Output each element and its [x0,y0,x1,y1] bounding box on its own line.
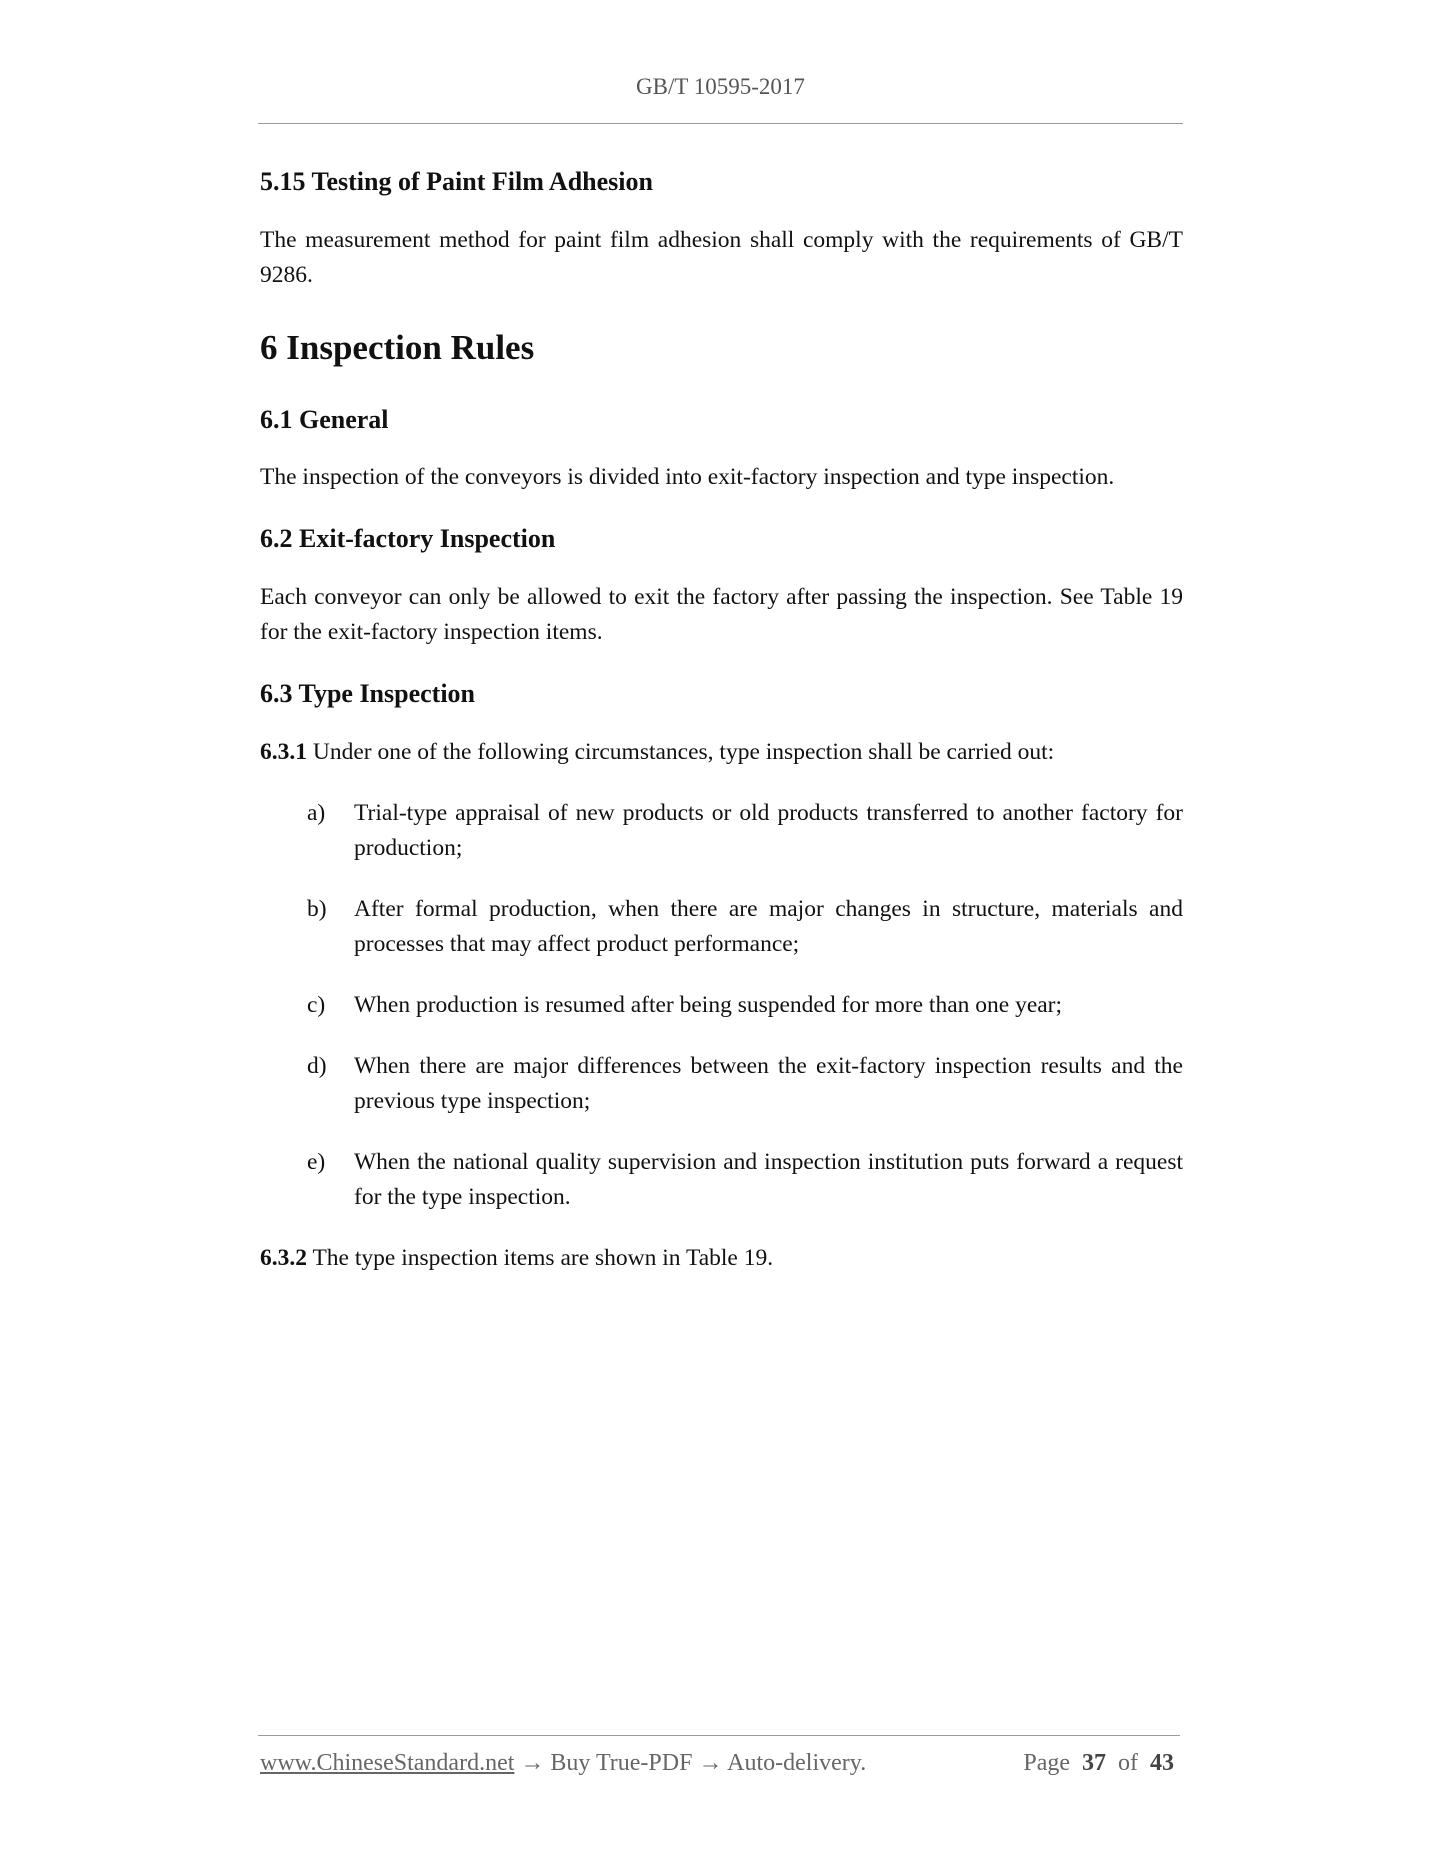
clause-6-3-1 [260,735,1183,770]
list-item-marker: e) [307,1149,326,1175]
current-page-number: 37 [1082,1750,1106,1776]
list-item-text: After formal production, when there are major changes in structure, materials and processes that may affect product performance; [354,896,1183,957]
total-pages-number: 43 [1150,1750,1174,1776]
section-5-15-body: The measurement method for paint film adhesion shall comply with the requirements of GB/T 9286. [260,227,1183,288]
section-6-1-body: The inspection of the conveyors is divided into exit-factory inspection and type inspection. [260,464,1115,490]
of-label: of [1118,1750,1138,1776]
clause-6-3-2 [260,1241,1183,1276]
list-item [260,1145,1183,1215]
arrow-right-icon: → [692,1750,728,1776]
document-id-header: GB/T 10595-2017 [636,74,805,99]
section-6-1-title: 6.1 General [260,405,389,434]
section-6-2-body: Each conveyor can only be allowed to exit the factory after passing the inspection. See Table 19 for the exit-factory inspection items. [260,584,1183,645]
list-item-text: When there are major differences between the exit-factory inspection results and the previous type inspection; [354,1053,1183,1114]
list-item [260,796,1183,866]
footer-promo [260,1750,866,1777]
auto-delivery-text: Auto-delivery. [727,1750,867,1776]
section-5-15-title: 5.15 Testing of Paint Film Adhesion [260,167,653,196]
page-counter [1023,1750,1174,1777]
list-item-marker: c) [307,992,326,1018]
list-item-text: When the national quality supervision and inspection institution puts forward a request for the type inspection. [354,1149,1183,1210]
clause-6-3-1-number: 6.3.1 [260,739,307,765]
page-label: Page [1023,1750,1070,1776]
header-divider [258,123,1183,124]
list-item-text: Trial-type appraisal of new products or old products transferred to another factory for production; [354,800,1183,861]
list-item-marker: a) [307,800,326,826]
website-link[interactable]: www.ChineseStandard.net [260,1750,515,1776]
chapter-6-title: 6 Inspection Rules [260,328,535,367]
page-content [260,164,1183,1276]
clause-6-3-2-text: The type inspection items are shown in Table 19. [307,1245,774,1271]
buy-pdf-text: Buy True-PDF [550,1750,693,1776]
list-item-text: When production is resumed after being suspended for more than one year; [354,992,1063,1018]
section-6-3-title: 6.3 Type Inspection [260,679,476,708]
arrow-right-icon: → [514,1750,551,1776]
section-6-2-title: 6.2 Exit-factory Inspection [260,524,556,553]
clause-6-3-1-text: Under one of the following circumstances, type inspection shall be carried out: [307,739,1055,765]
list-item-marker: d) [307,1053,327,1079]
list-item [260,1049,1183,1119]
list-item [260,892,1183,962]
footer-divider [258,1735,1180,1736]
list-item [260,988,1183,1023]
circumstances-list [260,796,1183,1215]
clause-6-3-2-number: 6.3.2 [260,1245,307,1271]
list-item-marker: b) [307,896,327,922]
